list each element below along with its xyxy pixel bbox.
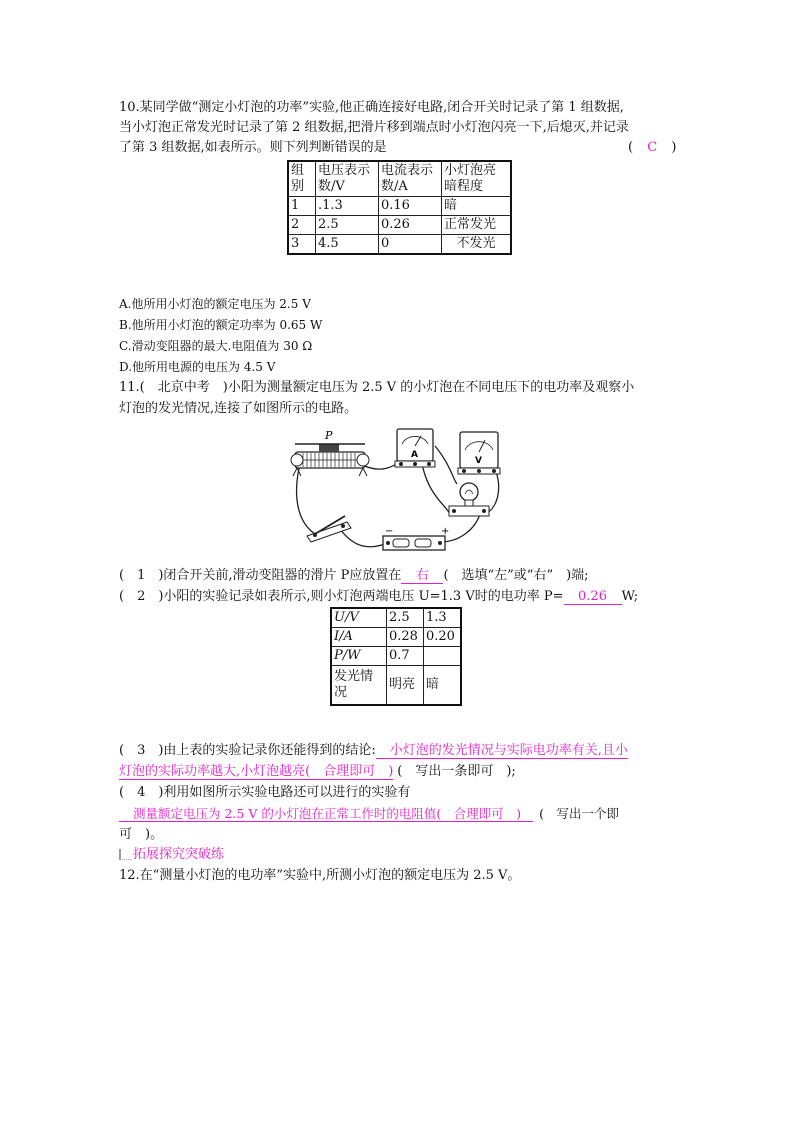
table-row: [288, 197, 511, 216]
q11-part2-answer: 0.26: [564, 589, 622, 605]
table-header-cell: 小灯泡亮 暗程度: [442, 161, 512, 197]
q10-table: [287, 160, 512, 255]
table-cell: 0.16: [379, 197, 442, 216]
table-cell: 正常发光: [442, 216, 512, 235]
q10-option-b: B.他所用小灯泡的额定功率为 0.65 W: [119, 318, 323, 332]
q11-part3-answer-line1: 小灯泡的发光情况与实际电功率有关,且小: [376, 743, 628, 759]
table-cell: 2: [288, 216, 316, 235]
q11-line2: 灯泡的发光情况,连接了如图所示的电路。: [119, 401, 358, 416]
table-cell: 发光情 况: [331, 666, 387, 706]
q11-part4-answer: 测量额定电压为 2.5 V 的小灯泡在正常工作时的电阻值( 合理即可 ): [119, 806, 533, 822]
table-cell: 0.20: [424, 628, 462, 647]
table-cell: 2.5: [316, 216, 379, 235]
ammeter-icon: [395, 429, 435, 467]
table-header-cell: 组 别: [288, 161, 316, 197]
table-row: [288, 216, 511, 235]
switch-icon: [307, 516, 351, 542]
q10-option-d: D.他所用电源的电压为 4.5 V: [119, 360, 276, 374]
q12-line1: 12.在“测量小灯泡的电功率”实验中,所测小灯泡的额定电压为 2.5 V。: [119, 868, 521, 883]
q10-line1: 10.某同学做“测定小灯泡的功率”实验,他正确连接好电路,闭合开关时记录了第 1 组数据,: [119, 100, 624, 115]
table-header-cell: 电压表示 数/V: [316, 161, 379, 197]
q11-part2: ( 2 )小阳的实验记录如表所示,则小灯泡两端电压 U=1.3 V时的电功率 P= 0.26 W;: [119, 589, 639, 604]
table-cell: 1: [288, 197, 316, 216]
q11-part1-answer: 右: [401, 568, 443, 584]
table-cell: .1.3: [316, 197, 379, 216]
q10-line3: 了第 3 组数据,如表所示。则下列判断错误的是: [119, 140, 387, 155]
q11-part1: ( 1 )闭合开关前,滑动变阻器的滑片 P应放置在 右 ( 选填“左”或“右” )端;: [119, 568, 589, 583]
table-cell: P/W: [331, 647, 387, 666]
wire: [340, 529, 385, 547]
table-cell: 0.7: [387, 647, 424, 666]
table-cell: 明亮: [387, 666, 424, 706]
table-cell: 0.28: [387, 628, 424, 647]
q11-part3-line2: 灯泡的实际功率越大,小灯泡越亮( 合理即可 ) ( 写出一条即可 );: [119, 764, 516, 779]
table-row: [331, 608, 461, 628]
q11-part4-line2: 测量额定电压为 2.5 V 的小灯泡在正常工作时的电阻值( 合理即可 ) ( 写出一个即: [119, 805, 619, 823]
table-cell: 0.26: [379, 216, 442, 235]
voltmeter-icon: [458, 432, 500, 474]
table-cell: 暗: [424, 666, 462, 706]
table-cell: 不发光: [442, 235, 512, 255]
bulb-icon: [449, 483, 489, 516]
table-row: [288, 235, 511, 255]
table-cell: 1.3: [424, 608, 462, 628]
slider-label: P: [325, 429, 333, 442]
q10-answer-bracket: ( C ): [628, 140, 677, 155]
q10-option-c: C.滑动变阻器的最大.电阻值为 30 Ω: [119, 339, 313, 353]
battery-icon: [383, 536, 445, 550]
table-cell: 暗: [442, 197, 512, 216]
q11-line1: 11.( 北京中考 )小阳为测量额定电压为 2.5 V 的小灯泡在不同电压下的电功率及观察小: [119, 380, 635, 395]
q11-table: [330, 607, 462, 706]
circuit-diagram: [285, 424, 510, 559]
table-row: [331, 666, 461, 706]
table-row: [331, 628, 461, 647]
q11-part4-line3: 可 )。: [119, 827, 164, 842]
q10-line2: 当小灯泡正常发光时记录了第 2 组数据,把滑片移到端点时小灯泡闪亮一下,后熄灭,并记录: [119, 120, 629, 135]
table-cell: 4.5: [316, 235, 379, 255]
rheostat-icon: [291, 444, 369, 476]
section-title: 拓展探究突破练: [119, 846, 224, 864]
table-cell: I/A: [331, 628, 387, 647]
table-cell: [424, 647, 462, 666]
q11-part4-line1: ( 4 )利用如图所示实验电路还可以进行的实验有: [119, 785, 411, 800]
battery-minus-label: −: [385, 526, 394, 537]
table-cell: 2.5: [387, 608, 424, 628]
q10-answer: C: [647, 140, 658, 155]
table-cell: 0: [379, 235, 442, 255]
table-header-cell: 电流表示 数/A: [379, 161, 442, 197]
q11-part3-line1: ( 3 )由上表的实验记录你还能得到的结论: 小灯泡的发光情况与实际电功率有关,且小: [119, 743, 628, 758]
table-row: [331, 647, 461, 666]
table-cell: U/V: [331, 608, 387, 628]
battery-plus-label: +: [441, 526, 450, 537]
section-marker-icon: [119, 849, 131, 860]
q11-part3-answer-line2: 灯泡的实际功率越大,小灯泡越亮( 合理即可 ): [119, 764, 394, 779]
table-cell: 3: [288, 235, 316, 255]
voltmeter-label: V: [475, 456, 482, 466]
wire: [435, 446, 457, 484]
q10-option-a: A.他所用小灯泡的额定电压为 2.5 V: [119, 297, 311, 311]
ammeter-label: A: [411, 450, 418, 460]
table-row: [288, 161, 511, 197]
